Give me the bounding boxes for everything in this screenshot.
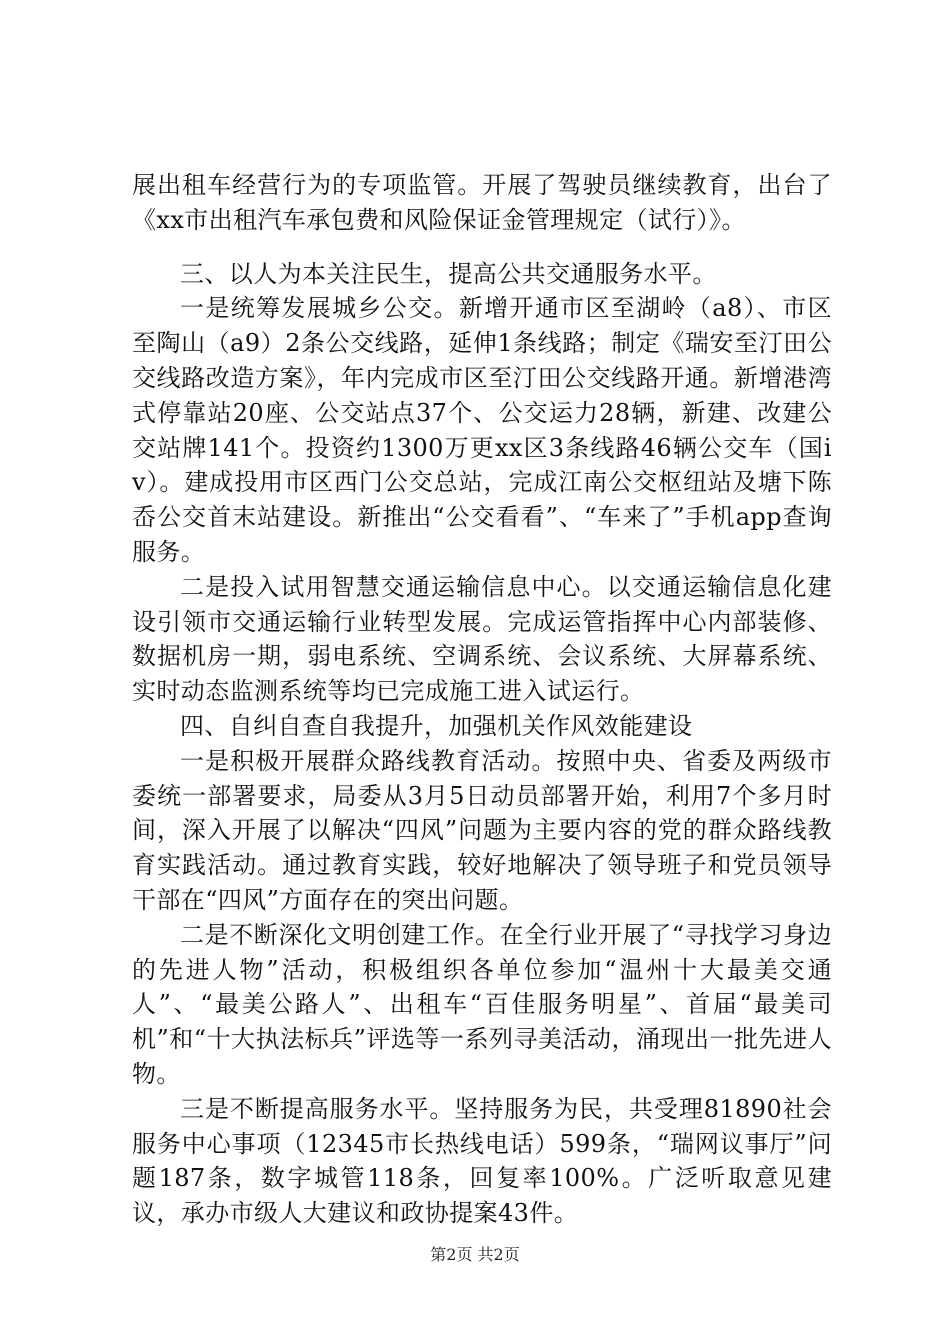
paragraph-service-level: 三是不断提高服务水平。坚持服务为民，共受理81890社会服务中心事项（12345市长热线电话）599条，“瑞网议事厅”问题187条，数字城管118条，回复率100%。广泛听取意见建议，承办市级人大建议和政协提案43件。 — [132, 1094, 832, 1228]
section-heading-three: 三、以人为本关注民生，提高公共交通服务水平。 — [180, 259, 717, 288]
paragraph-continuation: 展出租车经营行为的专项监管。开展了驾驶员继续教育，出台了《xx市出租汽车承包费和风险保证金管理规定（试行）》。 — [132, 171, 832, 234]
document-body — [132, 168, 832, 1231]
paragraph-urban-rural-bus: 一是统筹发展城乡公交。新增开通市区至湖岭（a8）、市区至陶山（a9）2条公交线路，延伸1条线路；制定《瑞安至汀田公交线路改造方案》，年内完成市区至汀田公交线路开通。新增港湾式停靠站20座、公交站点37个、公交运力28辆，新建、改建公交站牌141个。投资约1300万更xx区3条线路46辆公交车（国iv）。建成投用市区西门公交总站，完成江南公交枢纽站及塘下陈岙公交首末站建设。新推出“公交看看”、“车来了”手机app查询服务。 — [132, 294, 832, 566]
page-number-footer: 第2页 共2页 — [430, 1245, 520, 1264]
section-heading-four: 四、自纠自查自我提升，加强机关作风效能建设 — [180, 711, 693, 740]
paragraph-mass-line-education: 一是积极开展群众路线教育活动。按照中央、省委及两级市委统一部署要求，局委从3月5日动员部署开始，利用7个多月时间，深入开展了以解决“四风”问题为主要内容的党的群众路线教育实践活动。通过教育实践，较好地解决了领导班子和党员领导干部在“四风”方面存在的突出问题。 — [132, 746, 832, 914]
paragraph-civilization-building: 二是不断深化文明创建工作。在全行业开展了“寻找学习身边的先进人物”活动，积极组织各单位参加“温州十大最美交通人”、“最美公路人”、出租车“百佳服务明星”、首届“最美司机”和“十大执法标兵”评选等一系列寻美活动，涌现出一批先进人物。 — [132, 920, 832, 1088]
paragraph-smart-transport-center: 二是投入试用智慧交通运输信息中心。以交通运输信息化建设引领市交通运输行业转型发展。完成运管指挥中心内部装修、数据机房一期，弱电系统、空调系统、会议系统、大屏幕系统、实时动态监测系统等均已完成施工进入试运行。 — [132, 572, 832, 706]
